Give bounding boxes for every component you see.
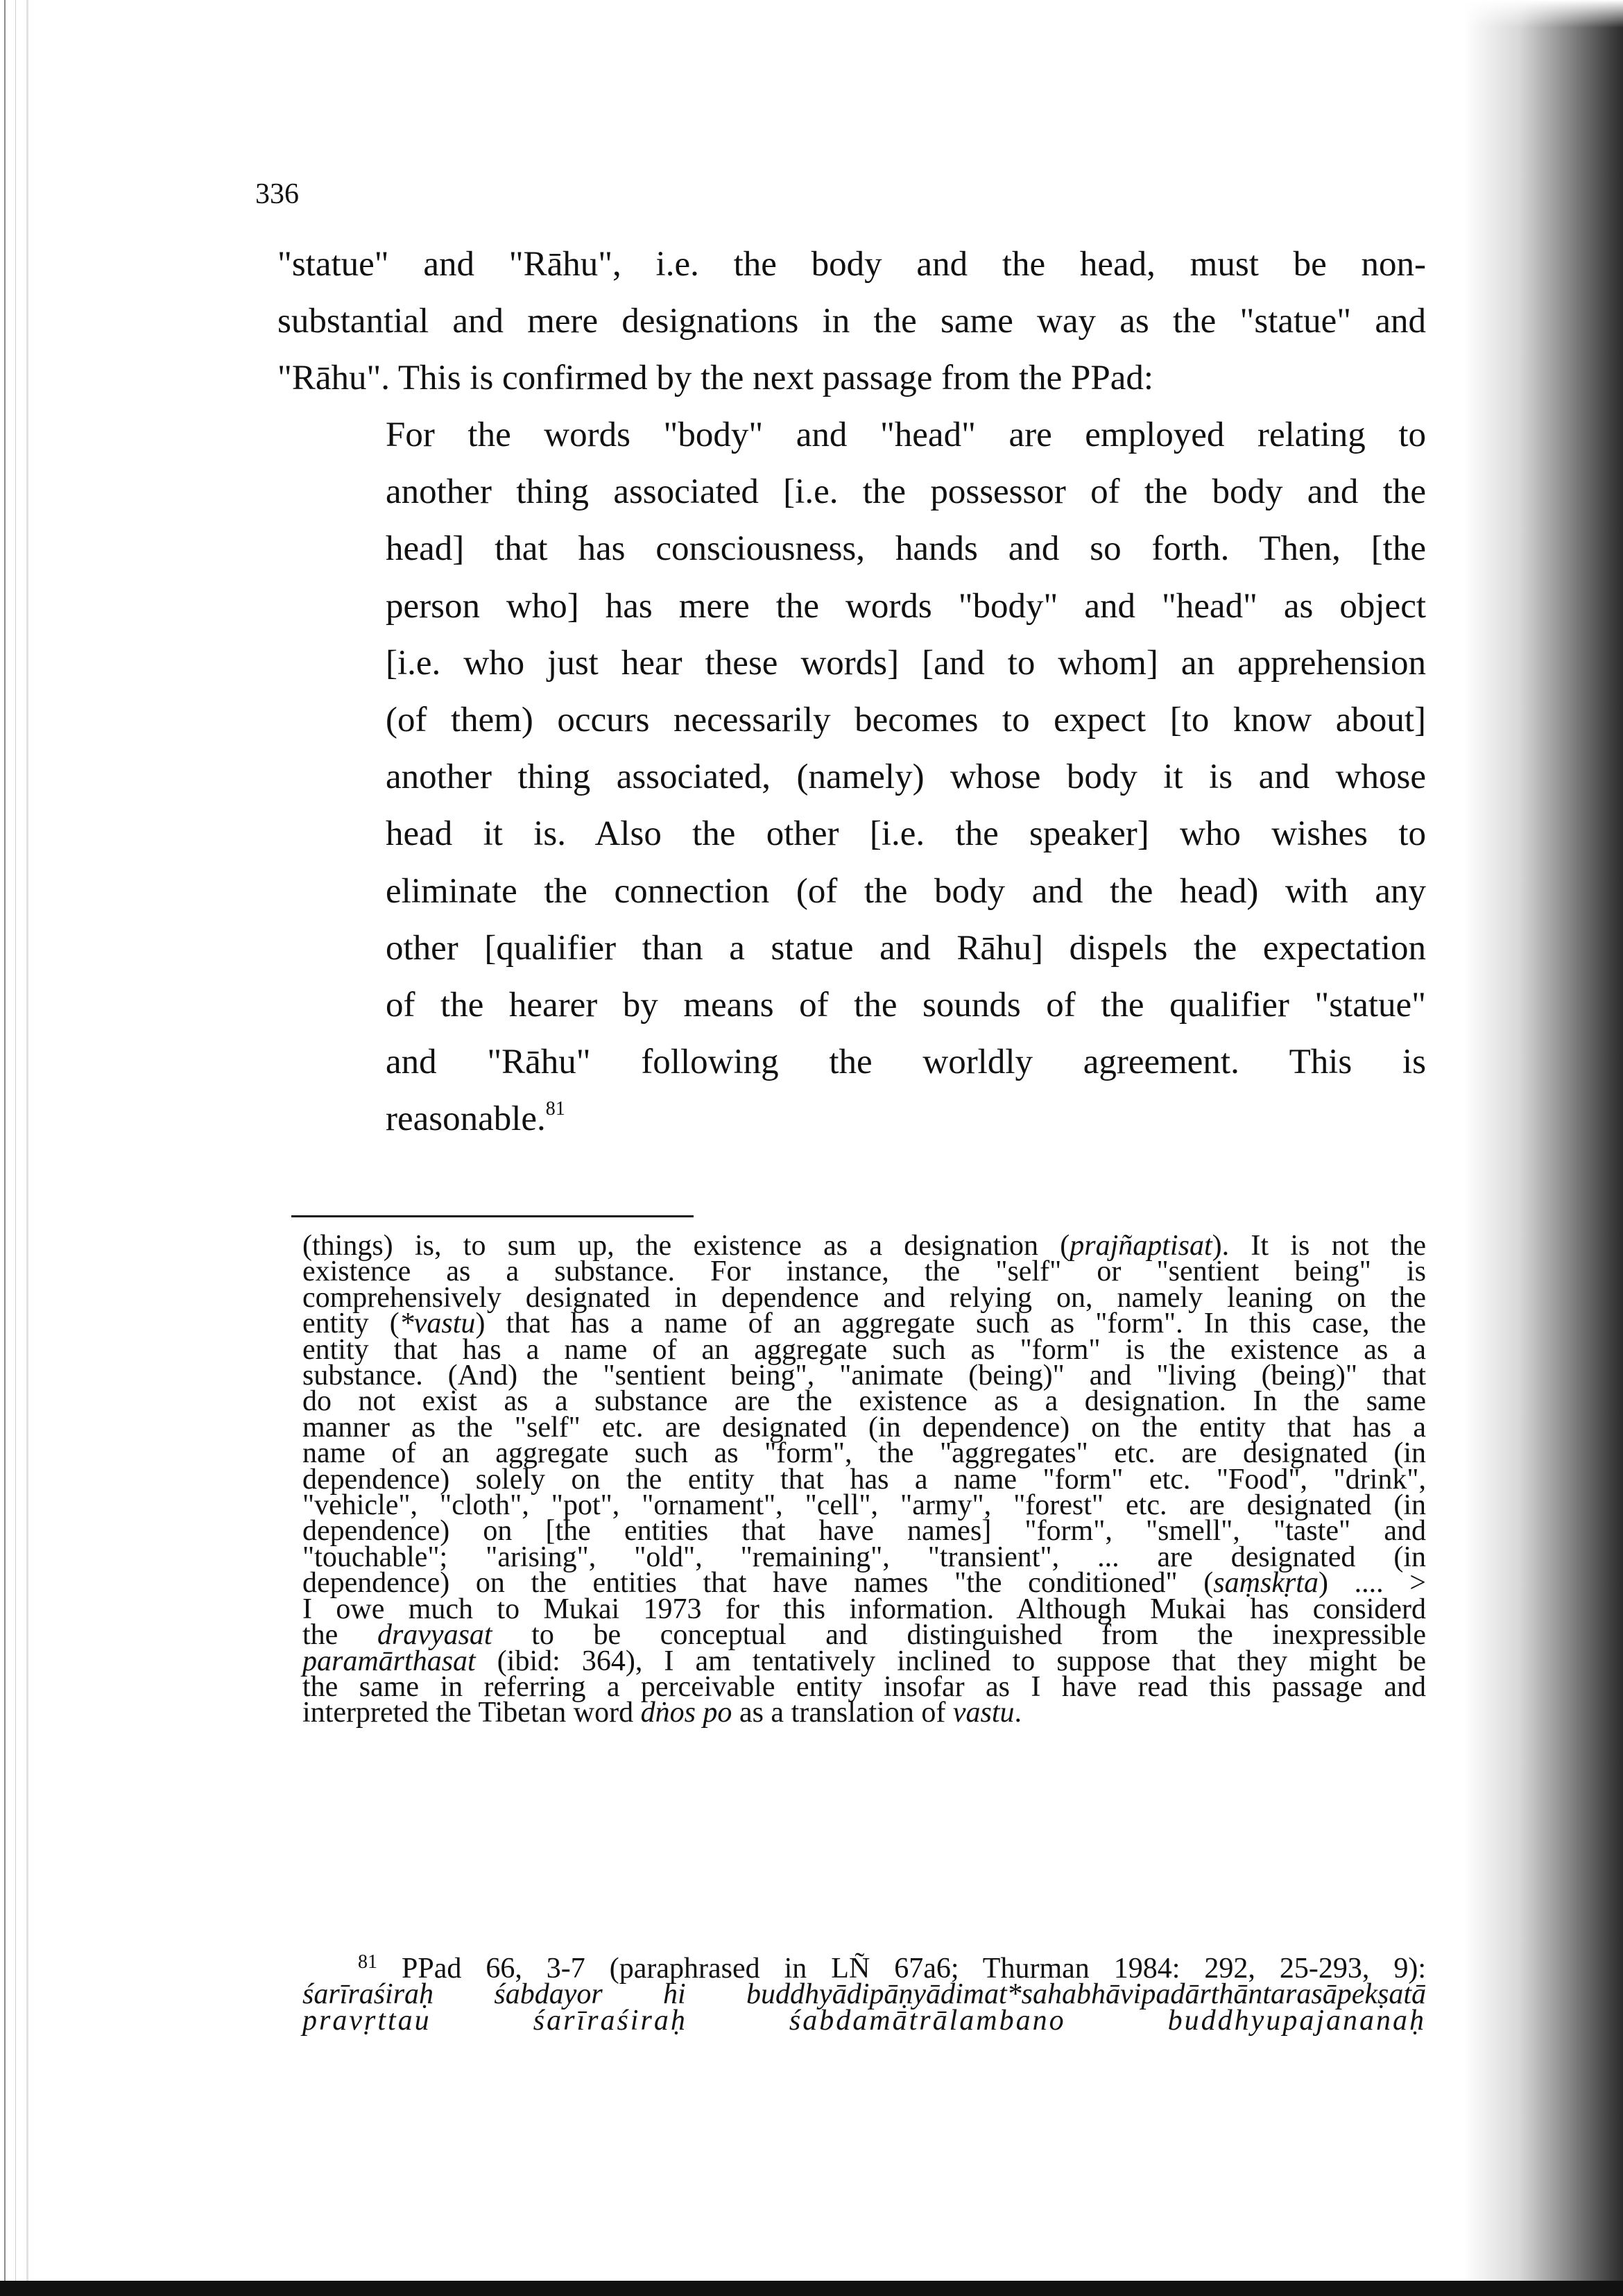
footnote-line: comprehensively designated in dependence and relying on, namely leaning on the xyxy=(302,1281,1426,1314)
quote-last-text: reasonable. xyxy=(386,1099,546,1139)
quote-line: person who] has mere the words "body" and "head" as object xyxy=(386,586,1426,626)
quote-line: other [qualifier than a statue and Rāhu] dispels the expectation xyxy=(386,928,1426,968)
page-left-edge xyxy=(4,0,16,2296)
body-line: "statue" and "Rāhu", i.e. the body and the head, must be non- xyxy=(277,245,1426,284)
footnote-line: I owe much to Mukai 1973 for this information. Although Mukai has considerd xyxy=(302,1593,1426,1625)
quote-line: head] that has consciousness, hands and so forth. Then, [the xyxy=(386,529,1426,569)
quote-line: another thing associated [i.e. the possessor of the body and the xyxy=(386,472,1426,512)
quote-line: [i.e. who just hear these words] [and to whom] an apprehension xyxy=(386,643,1426,683)
footnote-line: dependence) on [the entities that have names] "form", "smell", "taste" and xyxy=(302,1515,1426,1548)
footnote-line: existence as a substance. For instance, the "self" or "sentient being" is xyxy=(302,1256,1426,1288)
footnote-line: "touchable"; "arising", "old", "remaining", "transient", ... are designated (in xyxy=(302,1541,1426,1573)
block-quote xyxy=(386,406,1426,1148)
footnote-line: dependence) solely on the entity that has a name "form" etc. "Food", "drink", xyxy=(302,1463,1426,1496)
footnote-line: entity (*vastu) that has a name of an aggregate such as "form". In this case, the xyxy=(302,1308,1426,1340)
footnote-line: the dravyasat to be conceptual and distinguished from the inexpressible xyxy=(302,1619,1426,1652)
body-line: substantial and mere designations in the same way as the "statue" and xyxy=(277,302,1426,341)
body-paragraph xyxy=(277,236,1426,406)
page-number: 336 xyxy=(255,178,299,210)
footnote-continuation xyxy=(302,1230,1426,1729)
body-line: "Rāhu". This is confirmed by the next passage from the PPad: xyxy=(277,359,1154,397)
book-spine-shadow xyxy=(1463,0,1623,2296)
quote-line: of the hearer by means of the sounds of the qualifier "statue" xyxy=(386,986,1426,1025)
footnote-line: paramārthasat (ibid: 364), I am tentatively inclined to suppose that they might be xyxy=(302,1645,1426,1677)
footnote-line: $^{81}$ PPad 66, 3-7 (paraphrased in LÑ 67a6; Thurman 1984: 292, 25-293, 9): xyxy=(358,1951,1426,1985)
quote-line: and "Rāhu" following the worldly agreement. This is xyxy=(386,1043,1426,1082)
quote-line: For the words "body" and "head" are employed relating to xyxy=(386,415,1426,454)
footnote-81-mark: 81 xyxy=(358,1951,377,1973)
quote-line: head it is. Also the other [i.e. the speaker] who wishes to xyxy=(386,814,1426,854)
quote-line: another thing associated, (namely) whose body it is and whose xyxy=(386,757,1426,797)
footnote-81 xyxy=(302,1951,1426,2037)
page-left-edge-inner xyxy=(26,0,28,2296)
quote-line: (of them) occurs necessarily becomes to expect [to know about] xyxy=(386,701,1426,740)
quote-line: eliminate the connection (of the body and the head) with any xyxy=(386,871,1426,911)
quote-line xyxy=(386,1090,1426,1147)
footnote-line: pravṛttau śarīraśiraḥ śabdamātrālambano buddhyupajananaḥ xyxy=(302,2004,1426,2037)
footnote-line: do not exist as a substance are the existence as a designation. In the same xyxy=(302,1385,1426,1418)
footnote-line: dependence) on the entities that have names "the conditioned" (saṃskṛta) .... > xyxy=(302,1567,1426,1600)
footnote-line: the same in referring a perceivable entity insofar as I have read this passage and xyxy=(302,1670,1426,1703)
footnote-line: "vehicle", "cloth", "pot", "ornament", "cell", "army", "forest" etc. are designated (in xyxy=(302,1489,1426,1522)
spine-highlight xyxy=(1463,0,1623,28)
footnote-line: śarīraśiraḥ śabdayor hi buddhyādipāṇyādimat*sahabhāvipadārthāntarasāpekṣatā xyxy=(302,1978,1426,2011)
footnote-line: substance. (And) the "sentient being", "animate (being)" and "living (being)" that xyxy=(302,1360,1426,1392)
scan-bottom-border xyxy=(0,2281,1623,2296)
footnote-line: name of an aggregate such as "form", the "aggregates" etc. are designated (in xyxy=(302,1437,1426,1470)
footnote-ref-81[interactable]: 81 xyxy=(545,1098,565,1120)
footnote-line: manner as the "self" etc. are designated (in dependence) on the entity that has a xyxy=(302,1411,1426,1443)
footnote-separator xyxy=(291,1215,694,1217)
footnote-line: interpreted the Tibetan word dṅos po as a translation of vastu. xyxy=(302,1697,1022,1729)
footnote-line: entity that has a name of an aggregate such as "form" is the existence as a xyxy=(302,1333,1426,1366)
footnote-line: (things) is, to sum up, the existence as a designation (prajñaptisat). It is not the xyxy=(302,1230,1426,1262)
